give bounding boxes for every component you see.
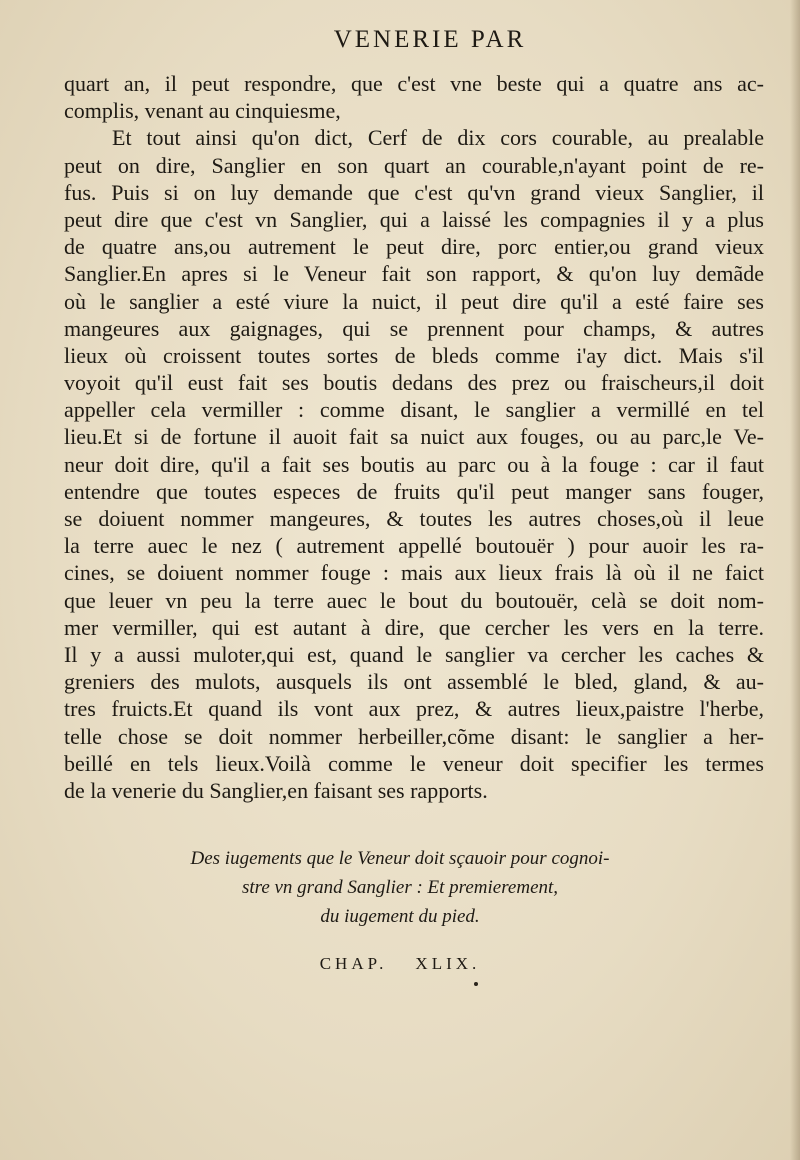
chapter-number xyxy=(0,954,800,974)
text-line: Il y a aussi muloter,qui est, quand le sanglier va cercher les caches & xyxy=(64,641,764,667)
text-line: greniers des mulots, ausquels ils ont assemblé le bled, gland, & au- xyxy=(64,669,764,695)
text-line: la terre auec le nez ( autrement appellé boutouër ) pour auoir les ra- xyxy=(64,533,764,559)
text-line: se doiuent nommer mangeures, & toutes les autres choses,où il leue xyxy=(64,506,764,531)
chapter-heading-line: du iugement du pied. xyxy=(320,906,480,927)
text-line: complis, venant au cinquiesme, xyxy=(64,98,341,124)
text-line: quart an, il peut respondre, que c'est vne beste qui a quatre ans ac- xyxy=(64,71,764,96)
text-line: entendre que toutes especes de fruits qu'il peut manger sans fouger, xyxy=(64,478,764,504)
text-line: telle chose se doit nommer herbeiller,cõme disant: le sanglier a her- xyxy=(64,723,764,749)
chapter-numeral: XLIX. xyxy=(415,954,481,973)
text-line: de quatre ans,ou autrement le peut dire, porc entier,ou grand vieux xyxy=(64,234,764,260)
text-line: neur doit dire, qu'il a fait ses boutis au parc ou à la fouge : car il faut xyxy=(64,451,764,477)
text-line: que leuer vn peu la terre auec le bout du boutouër, celà se doit nom- xyxy=(64,587,764,613)
text-line: où le sanglier a esté viure la nuict, il peut dire qu'il a esté faire ses xyxy=(64,288,764,314)
chapter-heading-line: stre vn grand Sanglier : Et premierement, xyxy=(241,877,559,898)
text-line: tres fruicts.Et quand ils vont aux prez, & autres lieux,paistre l'herbe, xyxy=(64,696,764,722)
chapter-label: CHAP. xyxy=(319,954,388,973)
text-line: Et tout ainsi qu'on dict, Cerf de dix cors courable, au prealable xyxy=(112,125,764,151)
text-line: voyoit qu'il eust fait ses boutis dedans des prez ou fraischeurs,il doit xyxy=(64,370,764,396)
text-line: de la venerie du Sanglier,en faisant ses rapports. xyxy=(64,777,488,803)
text-line: peut dire que c'est vn Sanglier, qui a laissé les compagnies il y a plus xyxy=(64,206,764,232)
chapter-heading-line: Des iugements que le Veneur doit sçauoir pour cognoi- xyxy=(190,848,610,869)
chapter-heading xyxy=(0,844,800,931)
text-line: lieu.Et si de fortune il auoit fait sa nuict aux fouges, ou au parc,le Ve- xyxy=(64,424,764,450)
ornament-dot xyxy=(474,982,478,986)
text-line: peut on dire, Sanglier en son quart an courable,n'ayant point de re- xyxy=(64,152,764,178)
text-line: mer vermiller, qui est autant à dire, que cercher les vers en la terre. xyxy=(64,614,764,640)
body-text xyxy=(64,70,764,804)
text-line: appeller cela vermiller : comme disant, le sanglier a vermillé en tel xyxy=(64,397,764,423)
running-title: VENERIE PAR xyxy=(333,26,527,53)
text-line: fus. Puis si on luy demande que c'est qu'vn grand vieux Sanglier, il xyxy=(64,179,764,205)
text-line: Sanglier.En apres si le Veneur fait son rapport, & qu'on luy demãde xyxy=(64,261,764,287)
text-line: cines, se doiuent nommer fouge : mais aux lieux frais là où il ne faict xyxy=(64,560,764,586)
text-line: lieux où croissent toutes sortes de bleds comme i'ay dict. Mais s'il xyxy=(64,342,764,368)
text-line: mangeures aux gaignages, qui se prennent pour champs, & autres xyxy=(64,315,764,341)
text-line: beillé en tels lieux.Voilà comme le veneur doit specifier les termes xyxy=(64,750,764,776)
page-edge-shadow xyxy=(790,0,800,1160)
